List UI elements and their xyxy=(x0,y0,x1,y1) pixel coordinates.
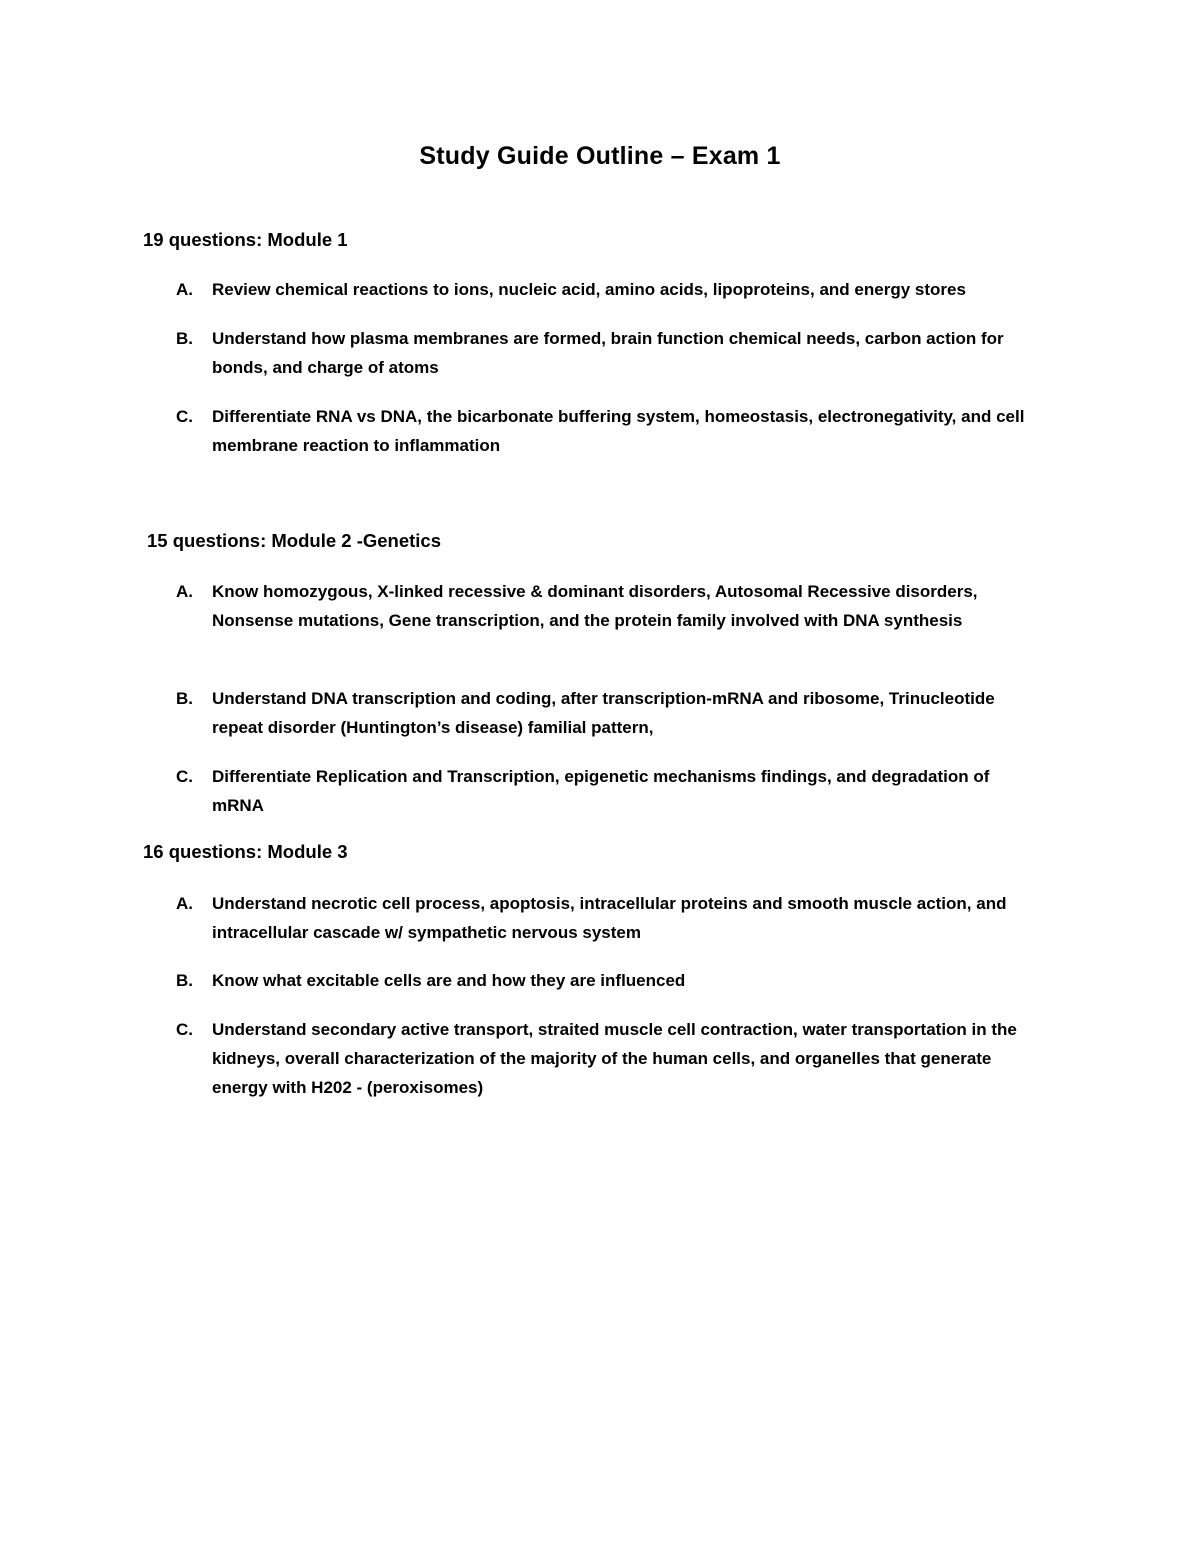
item-letter: C. xyxy=(176,407,193,426)
item-letter: B. xyxy=(176,971,193,990)
item-letter: B. xyxy=(176,329,193,348)
item-text: Differentiate Replication and Transcription, epigenetic mechanisms findings, and degradation of mRNA xyxy=(212,767,990,815)
item-text: Understand DNA transcription and coding, after transcription-mRNA and ribosome, Trinucleotide repeat disorder (Huntington’s disease) familial pattern, xyxy=(212,689,995,737)
item-text: Understand necrotic cell process, apoptosis, intracellular proteins and smooth muscle action, and intracellular cascade w/ sympathetic nervous system xyxy=(212,894,1007,942)
item-text: Know what excitable cells are and how they are influenced xyxy=(212,971,686,990)
module-2-heading: 15 questions: Module 2 -Genetics xyxy=(147,530,442,551)
module-3-heading: 16 questions: Module 3 xyxy=(143,841,348,862)
item-letter: A. xyxy=(176,582,193,601)
item-text: Review chemical reactions to ions, nucleic acid, amino acids, lipoproteins, and energy stores xyxy=(212,280,966,299)
item-letter: A. xyxy=(176,894,193,913)
module-1-heading: 19 questions: Module 1 xyxy=(143,229,348,250)
page-title: Study Guide Outline – Exam 1 xyxy=(419,142,781,170)
item-letter: C. xyxy=(176,1020,193,1039)
item-text: Differentiate RNA vs DNA, the bicarbonate buffering system, homeostasis, electronegativity, and cell membrane reaction to inflammation xyxy=(212,407,1025,455)
item-letter: B. xyxy=(176,689,193,708)
item-letter: A. xyxy=(176,280,193,299)
item-text: Understand secondary active transport, straited muscle cell contraction, water transportation in the kidneys, overall characterization of the majority of the human cells, and organelles that generate energy with H202 - (peroxisomes) xyxy=(212,1020,1017,1097)
item-text: Know homozygous, X-linked recessive & dominant disorders, Autosomal Recessive disorders, Nonsense mutations, Gene transcription, and the protein family involved with DNA synthesis xyxy=(212,582,978,630)
item-text: Understand how plasma membranes are formed, brain function chemical needs, carbon action for bonds, and charge of atoms xyxy=(212,329,1004,377)
item-letter: C. xyxy=(176,767,193,786)
